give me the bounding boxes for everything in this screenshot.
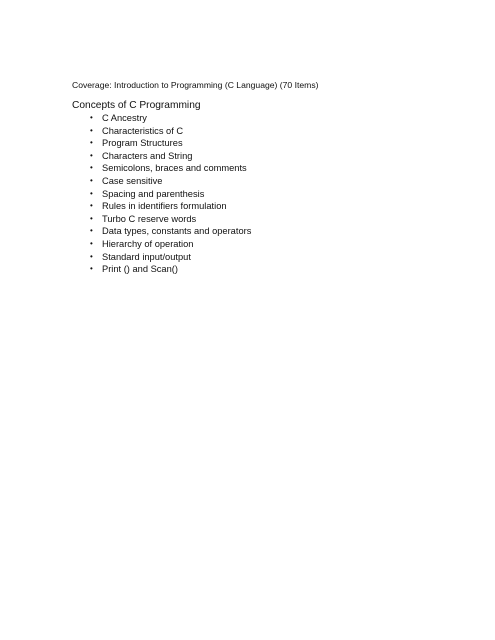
list-item	[90, 175, 251, 188]
list-item	[90, 137, 251, 150]
bullet-icon: •	[90, 138, 93, 148]
list-item	[90, 251, 251, 264]
bullet-icon: •	[90, 264, 93, 274]
bullet-icon: •	[90, 163, 93, 173]
topic-text: Turbo C reserve words	[102, 213, 197, 224]
bullet-icon: •	[90, 175, 93, 185]
list-item	[90, 188, 251, 201]
list-item	[90, 125, 251, 138]
list-item	[90, 112, 251, 125]
list-item	[90, 225, 251, 238]
topic-text: Semicolons, braces and comments	[102, 163, 247, 174]
bullet-icon: •	[90, 226, 93, 236]
topic-text: Characteristics of C	[102, 125, 184, 136]
list-item	[90, 162, 251, 175]
topic-text: Rules in identifiers formulation	[102, 201, 227, 212]
topic-text: Program Structures	[102, 138, 183, 149]
bullet-icon: •	[90, 125, 93, 135]
bullet-icon: •	[90, 251, 93, 261]
bullet-icon: •	[90, 213, 93, 223]
topic-text: Hierarchy of operation	[102, 238, 194, 249]
topic-list	[90, 112, 251, 276]
bullet-icon: •	[90, 201, 93, 211]
bullet-icon: •	[90, 150, 93, 160]
topic-text: C Ancestry	[102, 113, 147, 123]
topic-text: Print () and Scan()	[102, 264, 178, 275]
topic-text: Standard input/output	[102, 251, 191, 262]
section-title: Concepts of C Programming	[72, 100, 201, 111]
list-item	[90, 200, 251, 213]
bullet-icon: •	[90, 238, 93, 248]
list-item	[90, 150, 251, 163]
topic-text: Data types, constants and operators	[102, 226, 252, 237]
list-item	[90, 263, 251, 276]
list-item	[90, 238, 251, 251]
bullet-icon: •	[90, 188, 93, 198]
list-item	[90, 213, 251, 226]
coverage-line: Coverage: Introduction to Programming (C Language) (70 Items)	[72, 80, 319, 90]
bullet-icon: •	[90, 113, 93, 122]
topic-text: Spacing and parenthesis	[102, 188, 205, 199]
topic-text: Characters and String	[102, 150, 193, 161]
topic-text: Case sensitive	[102, 175, 163, 186]
